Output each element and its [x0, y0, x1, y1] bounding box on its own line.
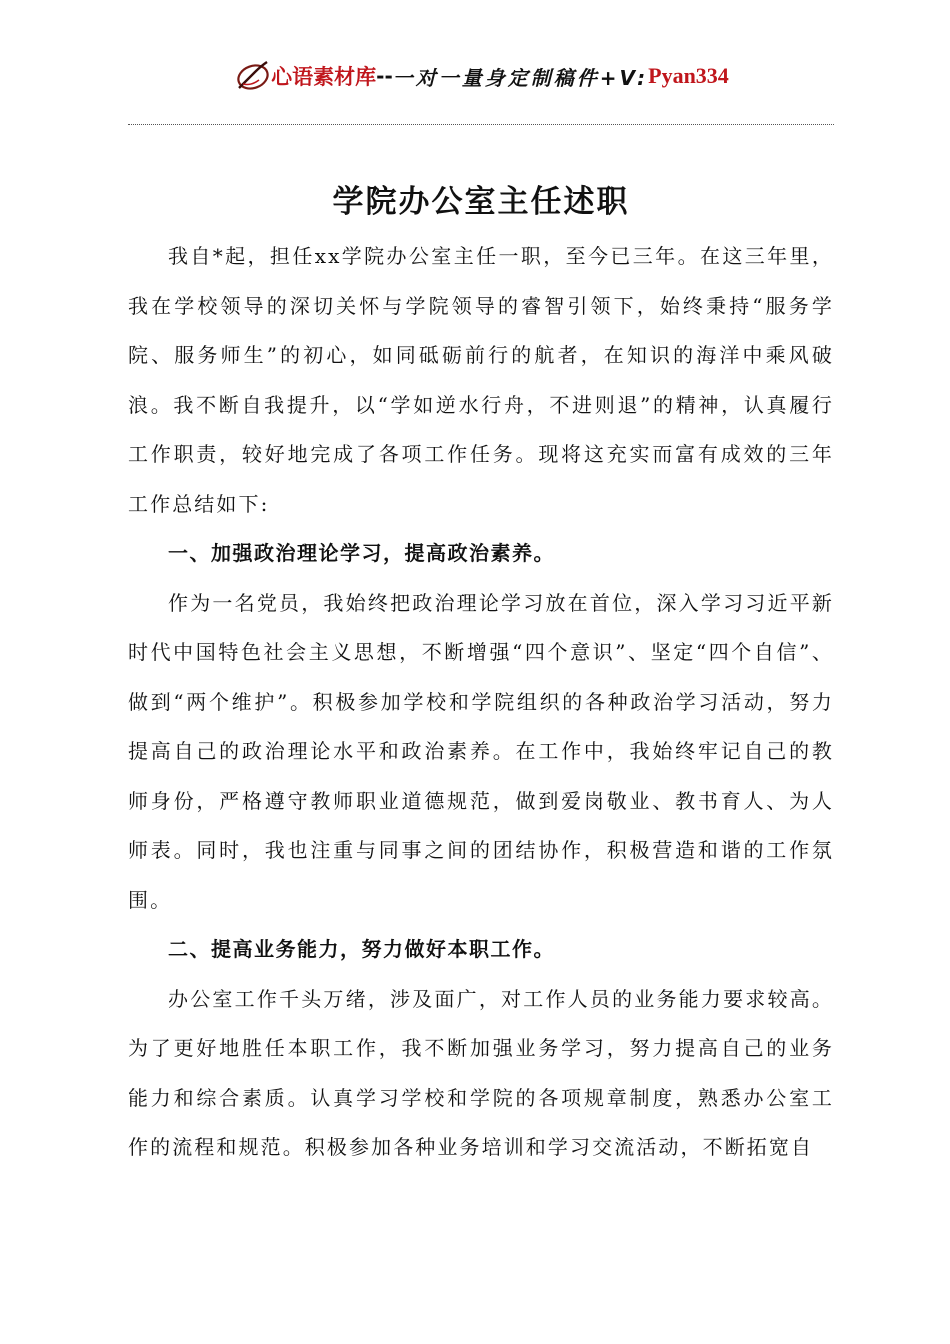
header-divider	[128, 124, 834, 125]
wechat-id: Pyan334	[648, 63, 729, 88]
page-header	[128, 58, 834, 104]
header-separator: --	[376, 64, 393, 88]
header-tagline: 一对一量身定制稿件+V:	[392, 65, 649, 90]
document-body	[128, 232, 834, 1173]
section-heading: 一、加强政治理论学习，提高政治素养。	[168, 541, 555, 565]
section-heading: 二、提高业务能力，努力做好本职工作。	[168, 937, 555, 961]
section-paragraph: 办公室工作千头万绪，涉及面广，对工作人员的业务能力要求较高。为了更好地胜任本职工作，我不断加强业务学习，努力提高自己的业务能力和综合素质。认真学习学校和学院的各项规章制度，熟悉办公室工作的流程和规范。积极参加各种业务培训和学习交流活动，不断拓宽自	[128, 986, 834, 1159]
brand-name: 心语素材库	[271, 65, 377, 89]
logo-icon	[233, 58, 271, 94]
section-paragraph: 作为一名党员，我始终把政治理论学习放在首位，深入学习习近平新时代中国特色社会主义思想，不断增强“四个意识”、坚定“四个自信”、做到“两个维护”。积极参加学校和学院组织的各种政治学习活动，努力提高自己的政治理论水平和政治素养。在工作中，我始终牢记自己的教师身份，严格遵守教师职业道德规范，做到爱岗敬业、教书育人、为人师表。同时，我也注重与同事之间的团结协作，积极营造和谐的工作氛围。	[128, 590, 834, 912]
intro-paragraph: 我自*起，担任xx学院办公室主任一职，至今已三年。在这三年里，我在学校领导的深切关怀与学院领导的睿智引领下，始终秉持“服务学院、服务师生”的初心，如同砥砺前行的航者，在知识的海洋中乘风破浪。我不断自我提升，以“学如逆水行舟，不进则退”的精神，认真履行工作职责，较好地完成了各项工作任务。现将这充实而富有成效的三年工作总结如下:	[128, 244, 834, 516]
document-title: 学院办公室主任述职	[332, 184, 630, 220]
